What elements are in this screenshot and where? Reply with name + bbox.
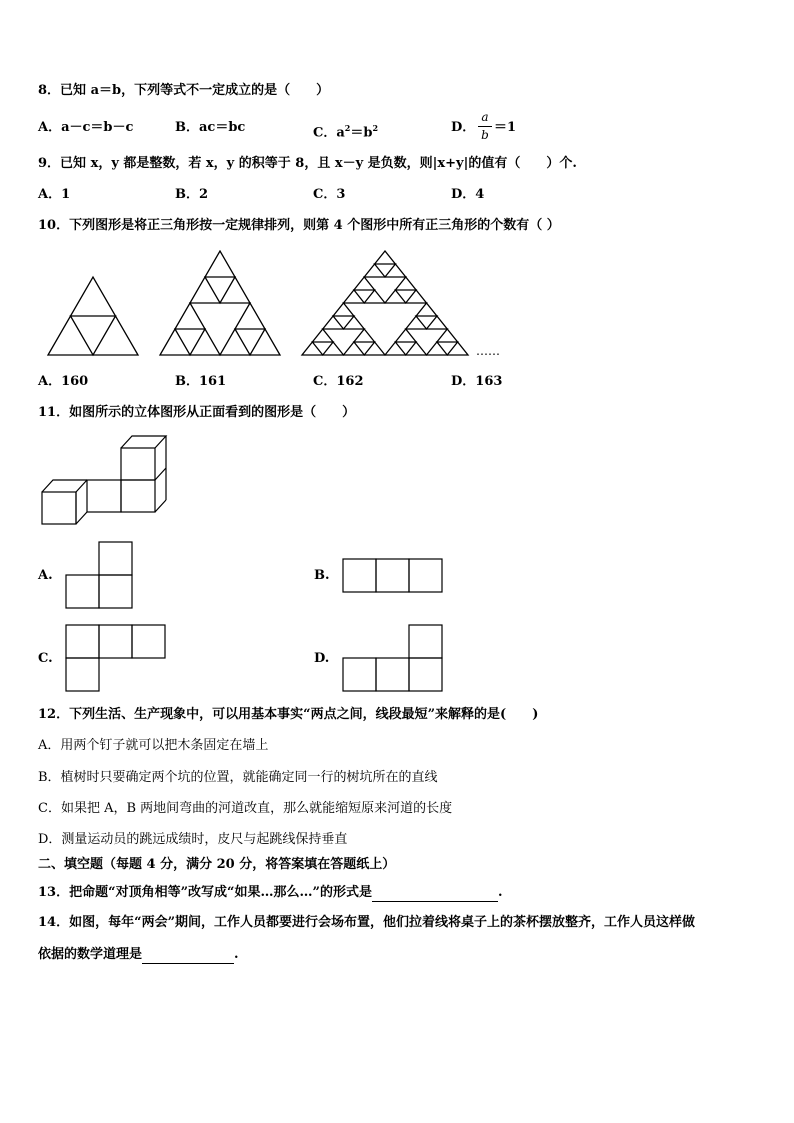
q9-option-d: D．4 <box>451 187 485 202</box>
q9-option-a: A．1 <box>38 187 71 202</box>
q12-option-d: D．测量运动员的跳远成绩时，皮尺与起跳线保持垂直 <box>38 832 348 847</box>
q11-option-a-label: A. <box>38 568 53 583</box>
q8-option-c: C．$a^2=b^2$ <box>313 123 379 141</box>
q8-option-d-suffix: ＝1 <box>494 120 517 135</box>
q11-option-d-label: D. <box>314 651 330 666</box>
q12-option-b: B．植树时只要确定两个坑的位置，就能确定同一行的树坑所在的直线 <box>38 770 438 785</box>
section-2-title: 二、填空题（每题 4 分，满分 20 分，将答案填在答题纸上） <box>38 857 396 872</box>
q14-line-2: 依据的数学道理是 . <box>38 947 239 962</box>
q14-answer-blank[interactable] <box>142 963 234 964</box>
q11-option-c-figure <box>64 623 168 695</box>
q12-option-c: C．如果把 A，B 两地间弯曲的河道改直，那么就能缩短原来河道的长度 <box>38 801 453 816</box>
q8-option-b: B．ac＝bc <box>175 120 246 135</box>
q9-stem: 9．已知 x，y 都是整数，若 x，y 的积等于 8，且 x－y 是负数，则|x+y|的值有（ ）个. <box>38 156 577 171</box>
q14-line-1: 14．如图，每年“两会”期间，工作人员都要进行会场布置，他们拉着线将桌子上的茶杯摆放整齐，工作人员这样做 <box>38 915 696 930</box>
q8-option-d-fraction-bar <box>478 126 492 127</box>
q12-option-a: A．用两个钉子就可以把木条固定在墙上 <box>38 738 269 753</box>
q10-option-b: B．161 <box>175 374 227 389</box>
q11-option-d-figure <box>341 623 445 695</box>
q12-stem: 12．下列生活、生产现象中，可以用基本事实“两点之间，线段最短”来解释的是( ) <box>38 707 539 722</box>
q11-stem: 11．如图所示的立体图形从正面看到的图形是（ ） <box>38 405 356 420</box>
q13-answer-blank[interactable] <box>372 901 498 902</box>
q8-stem: 8．已知 a＝b，下列等式不一定成立的是（ ） <box>38 83 330 98</box>
q8-option-d-label: D． <box>451 120 476 135</box>
q10-option-d: D．163 <box>451 374 503 389</box>
q9-option-c: C．3 <box>313 187 346 202</box>
q13-stem: 13．把命题“对顶角相等”改写成“如果…那么…”的形式是 . <box>38 885 503 900</box>
q11-solid-cubes-figure <box>40 434 170 528</box>
q10-ellipsis: …… <box>476 344 500 358</box>
q10-option-c: C．162 <box>313 374 364 389</box>
q8-option-d-numerator: a <box>481 110 489 124</box>
q10-option-a: A．160 <box>38 374 89 389</box>
q11-option-a-figure <box>64 540 136 612</box>
q11-option-b-figure <box>341 557 445 595</box>
q10-triangle-pattern-figure <box>40 250 500 362</box>
q8-option-d-denominator: b <box>481 128 489 142</box>
q10-stem: 10．下列图形是将正三角形按一定规律排列，则第 4 个图形中所有正三角形的个数有（ ） <box>38 218 560 233</box>
q8-option-a: A．a－c＝b－c <box>38 120 134 135</box>
q9-option-b: B．2 <box>175 187 209 202</box>
q11-option-b-label: B. <box>314 568 330 583</box>
q11-option-c-label: C. <box>38 651 53 666</box>
